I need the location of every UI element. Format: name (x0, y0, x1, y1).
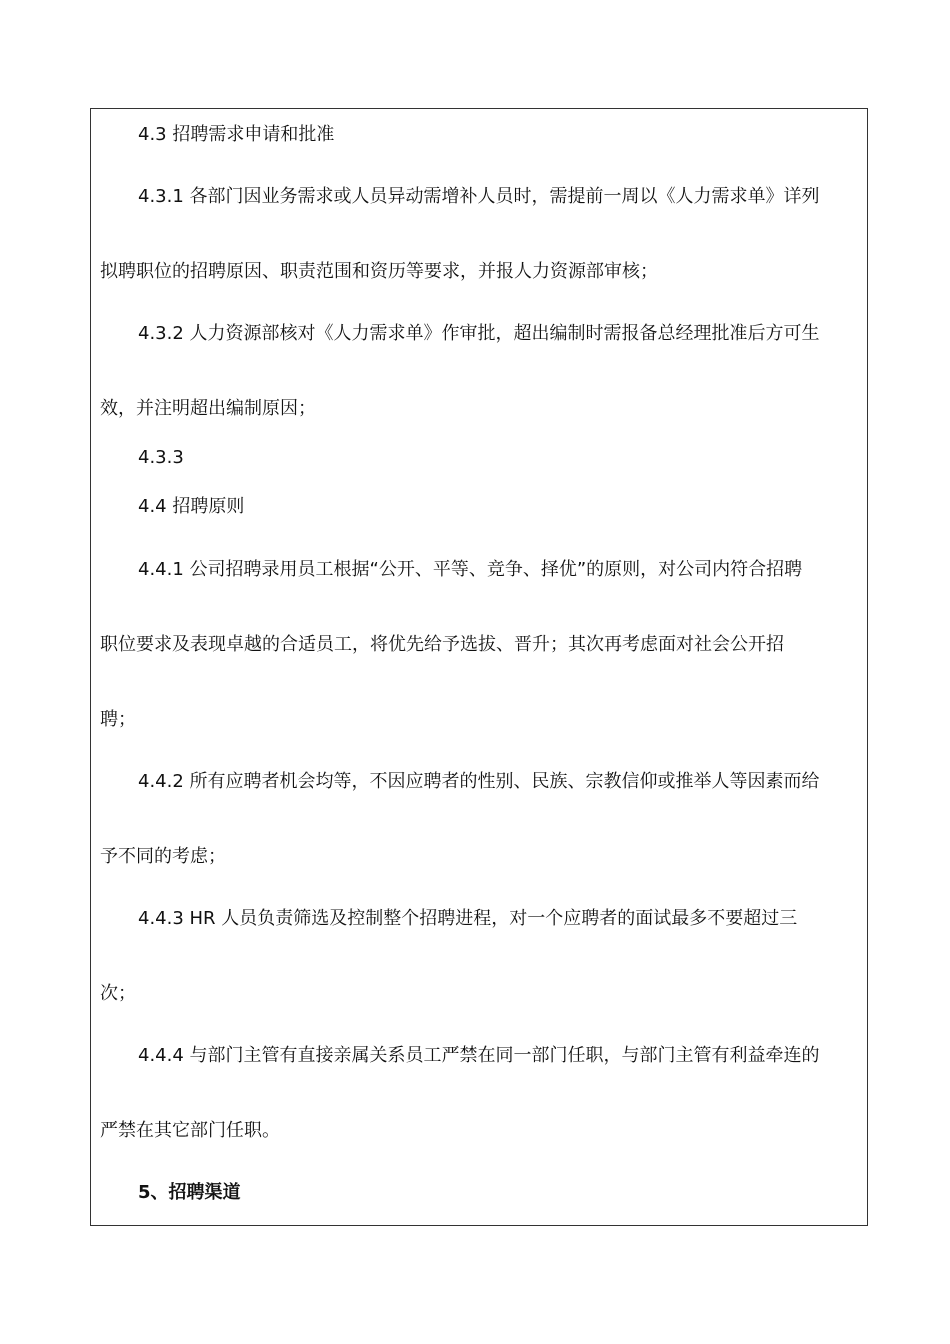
paragraph-4-4-4-line-1: 4.4.4 与部门主管有直接亲属关系员工严禁在同一部门任职，与部门主管有利益牵连的 (138, 1045, 820, 1066)
section-heading-4-3: 4.3 招聘需求申请和批准 (138, 124, 335, 145)
paragraph-4-4-3-line-2: 次； (100, 983, 136, 1004)
paragraph-4-4-3-line-1: 4.4.3 HR 人员负责筛选及控制整个招聘进程，对一个应聘者的面试最多不要超过三 (138, 908, 798, 929)
section-heading-4-4: 4.4 招聘原则 (138, 496, 245, 517)
paragraph-4-4-2-line-1: 4.4.2 所有应聘者机会均等，不因应聘者的性别、民族、宗教信仰或推举人等因素而给 (138, 771, 820, 792)
paragraph-4-4-1-line-3: 聘； (100, 709, 136, 730)
paragraph-4-4-4-line-2: 严禁在其它部门任职。 (100, 1120, 280, 1141)
paragraph-4-3-2-line-2: 效，并注明超出编制原因； (100, 398, 316, 419)
paragraph-4-4-2-line-2: 予不同的考虑； (100, 846, 226, 867)
paragraph-4-4-1-line-2: 职位要求及表现卓越的合适员工，将优先给予选拔、晋升；其次再考虑面对社会公开招 (100, 634, 784, 655)
paragraph-4-3-2-line-1: 4.3.2 人力资源部核对《人力需求单》作审批，超出编制时需报备总经理批准后方可生 (138, 323, 820, 344)
paragraph-4-3-3: 4.3.3 (138, 447, 184, 468)
paragraph-4-3-1-line-1: 4.3.1 各部门因业务需求或人员异动需增补人员时，需提前一周以《人力需求单》详列 (138, 186, 820, 207)
paragraph-4-4-1-line-1: 4.4.1 公司招聘录用员工根据“公开、平等、竞争、择优”的原则，对公司内符合招聘 (138, 559, 803, 580)
paragraph-4-3-1-line-2: 拟聘职位的招聘原因、职责范围和资历等要求，并报人力资源部审核； (100, 261, 658, 282)
section-heading-5: 5、招聘渠道 (138, 1182, 241, 1203)
